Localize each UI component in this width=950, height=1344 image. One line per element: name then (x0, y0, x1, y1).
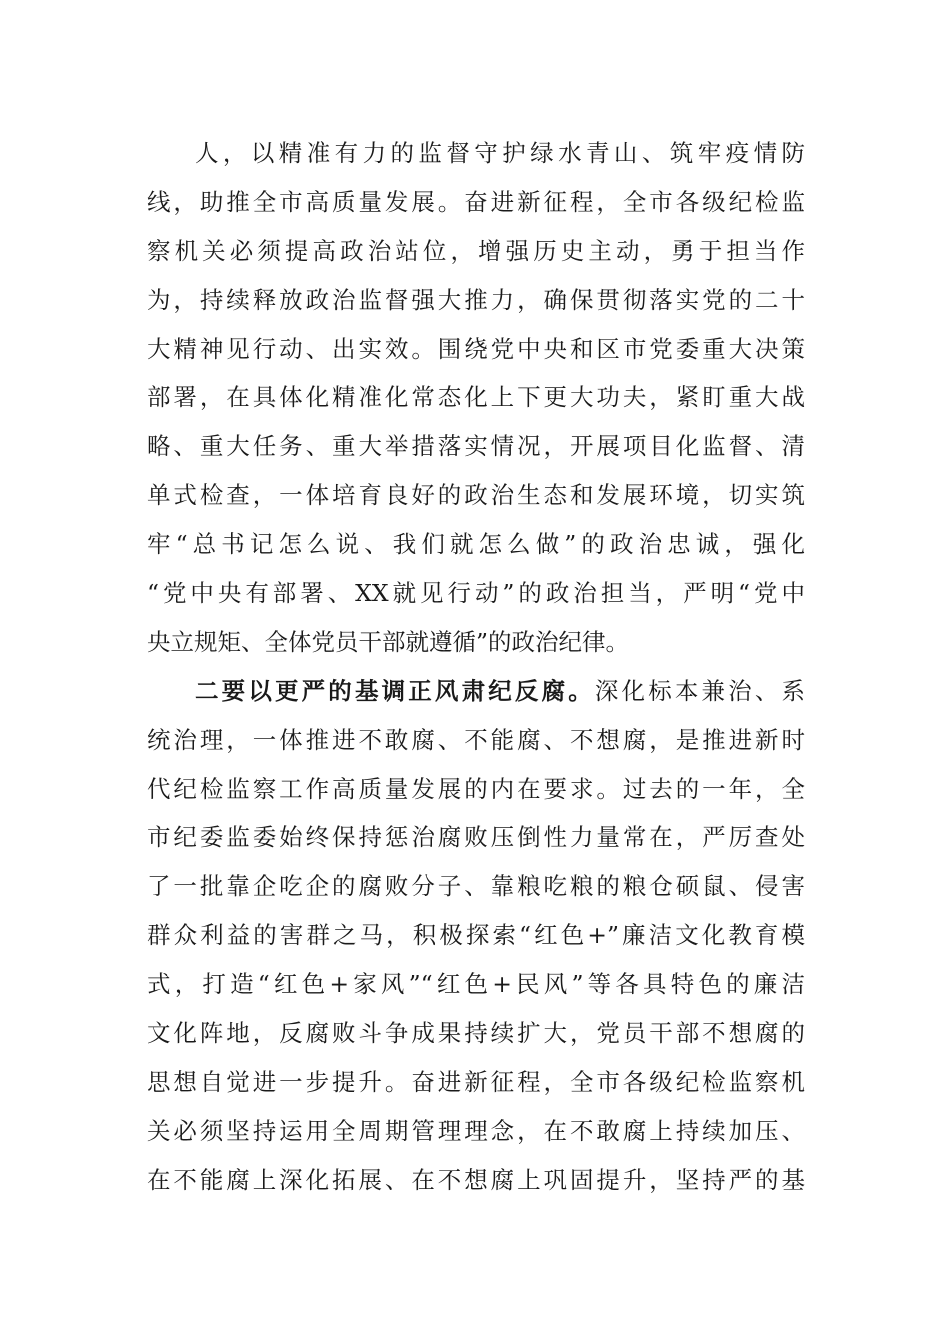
text-line: 察机关必须提高政治站位，增强历史主动，勇于担当作 (147, 236, 805, 265)
paragraph-second-point (147, 667, 805, 1205)
text-line: 思想自觉进一步提升。奋进新征程，全市各级纪检监察机 (147, 1067, 805, 1096)
text-line: 市纪委监委始终保持惩治腐败压倒性力量常在，严厉查处 (147, 823, 805, 852)
text-line: 式，打造“红色+家风”“红色+民风”等各具特色的廉洁 (147, 970, 805, 999)
text-fragment: 深化标本兼治、系 (594, 676, 806, 705)
text-line: 了一批靠企吃企的腐败分子、靠粮吃粮的粮仓硕鼠、侵害 (147, 872, 805, 901)
text-line: 群众利益的害群之马，积极探索“红色+”廉洁文化教育模 (147, 921, 805, 950)
text-line: 略、重大任务、重大举措落实情况，开展项目化监督、清 (147, 432, 805, 461)
text-line: 大精神见行动、出实效。围绕党中央和区市党委重大决策 (147, 334, 805, 363)
text-line: “党中央有部署、XX就见行动”的政治担当，严明“党中 (147, 579, 805, 608)
text-line: 统治理，一体推进不敢腐、不能腐、不想腐，是推进新时 (147, 725, 805, 754)
text-line: 线，助推全市高质量发展。奋进新征程，全市各级纪检监 (147, 187, 805, 216)
text-line: 关必须坚持运用全周期管理理念，在不敢腐上持续加压、 (147, 1116, 805, 1145)
text-line: 在不能腐上深化拓展、在不想腐上巩固提升，坚持严的基 (147, 1165, 805, 1194)
text-line-with-heading (147, 667, 805, 716)
text-line: 代纪检监察工作高质量发展的内在要求。过去的一年，全 (147, 774, 805, 803)
text-line: 单式检查，一体培育良好的政治生态和发展环境，切实筑 (147, 481, 805, 510)
text-line: 人，以精准有力的监督守护绿水青山、筑牢疫情防 (195, 139, 805, 167)
text-line: 文化阵地，反腐败斗争成果持续扩大，党员干部不想腐的 (147, 1019, 805, 1048)
document-body (147, 129, 805, 1205)
text-line: 央立规矩、全体党员干部就遵循”的政治纪律。 (147, 627, 630, 656)
text-line: 部署，在具体化精准化常态化上下更大功夫，紧盯重大战 (147, 383, 805, 412)
paragraph-continuation (147, 129, 805, 667)
section-heading: 二要以更严的基调正风肃纪反腐。 (195, 676, 595, 705)
text-line: 牢“总书记怎么说、我们就怎么做”的政治忠诚，强化 (147, 530, 805, 559)
text-line: 为，持续释放政治监督强大推力，确保贯彻落实党的二十 (147, 285, 805, 314)
